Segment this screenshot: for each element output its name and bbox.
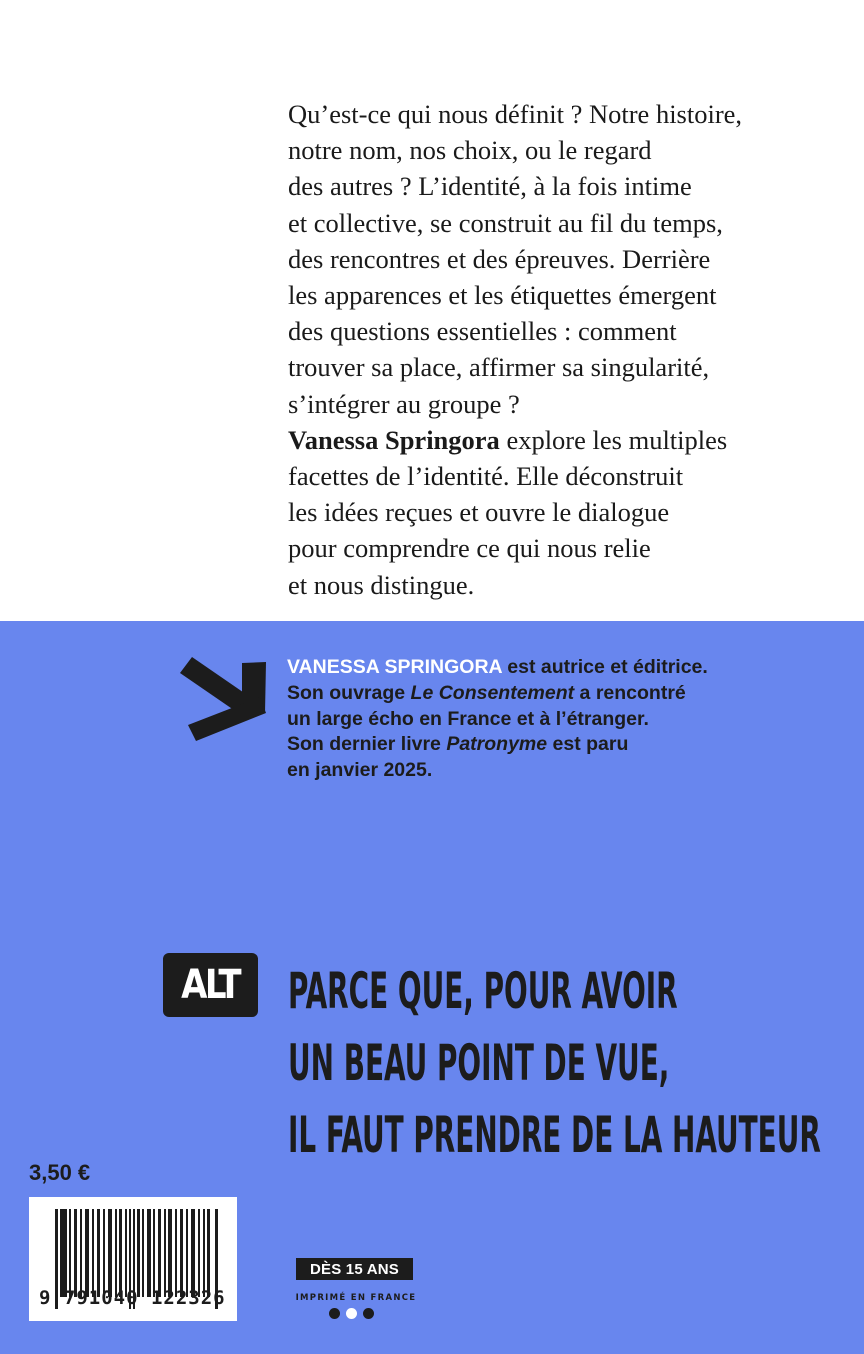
bio-line (287, 681, 807, 707)
barcode (29, 1197, 237, 1321)
blurb-line: Qu’est-ce qui nous définit ? Notre histoire, (288, 99, 743, 129)
author-name-bold: Vanessa Springora (288, 424, 500, 455)
blurb-line: notre nom, nos choix, ou le regard (288, 135, 652, 166)
bio-line (287, 655, 807, 681)
price-label: 3,50 € (29, 1160, 91, 1185)
bio-text: Son dernier livre (287, 733, 447, 756)
author-name: VANESSA SPRINGORA (287, 656, 502, 678)
bio-text: est paru (547, 733, 629, 756)
blurb-line: les idées reçues et ouvre le dialogue (288, 497, 670, 528)
dot-icon (329, 1308, 340, 1319)
dot-icon (363, 1308, 374, 1319)
tagline-line: IL FAUT PRENDRE DE LA HAUTEUR (288, 1106, 821, 1164)
age-rating-badge: DÈS 15 ANS (296, 1258, 413, 1280)
bio-text: est autrice et éditrice. (501, 656, 708, 678)
publisher-logo-dots (329, 1308, 374, 1319)
arrow-down-right-icon (172, 655, 272, 745)
blurb-line: les apparences et les étiquettes émergent (288, 280, 717, 311)
blurb-line: et nous distingue. (288, 569, 475, 600)
blurb-line: facettes de l’identité. Elle déconstruit (288, 461, 684, 492)
blurb-line: et collective, se construit au fil du temps, (288, 207, 723, 238)
book-title: Patronyme (446, 733, 548, 756)
tagline-line: PARCE QUE, POUR AVOIR (288, 962, 678, 1020)
back-cover-top (0, 0, 864, 621)
collection-logo-badge (163, 953, 258, 1017)
author-bio (287, 655, 807, 784)
bio-line: un large écho en France et à l’étranger. (287, 707, 649, 730)
blurb-line: pour comprendre ce qui nous relie (288, 533, 651, 564)
bio-text: a rencontré (574, 681, 686, 704)
collection-logo-text: ALT (181, 962, 240, 1008)
bio-text: Son ouvrage (287, 681, 411, 704)
barcode-digits: 9 791040 122326 (39, 1287, 226, 1309)
printed-in-label: IMPRIMÉ EN FRANCE (295, 1293, 417, 1303)
bio-line (287, 732, 807, 758)
blurb-line: s’intégrer au groupe ? (288, 388, 520, 419)
blurb-line-author (288, 422, 848, 458)
blurb-text (288, 96, 848, 603)
blurb-line: des questions essentielles : comment (288, 316, 677, 347)
book-title: Le Consentement (410, 681, 575, 704)
collection-tagline (288, 955, 848, 1171)
blurb-line: des autres ? L’identité, à la fois intime (288, 171, 692, 202)
dot-icon (346, 1308, 357, 1319)
blurb-line: des rencontres et des épreuves. Derrière (288, 243, 711, 274)
blurb-line: trouver sa place, affirmer sa singularité, (288, 352, 710, 383)
tagline-line: UN BEAU POINT DE VUE, (288, 1034, 670, 1092)
blurb-line-rest: explore les multiples (499, 424, 728, 455)
bio-line: en janvier 2025. (287, 759, 433, 782)
